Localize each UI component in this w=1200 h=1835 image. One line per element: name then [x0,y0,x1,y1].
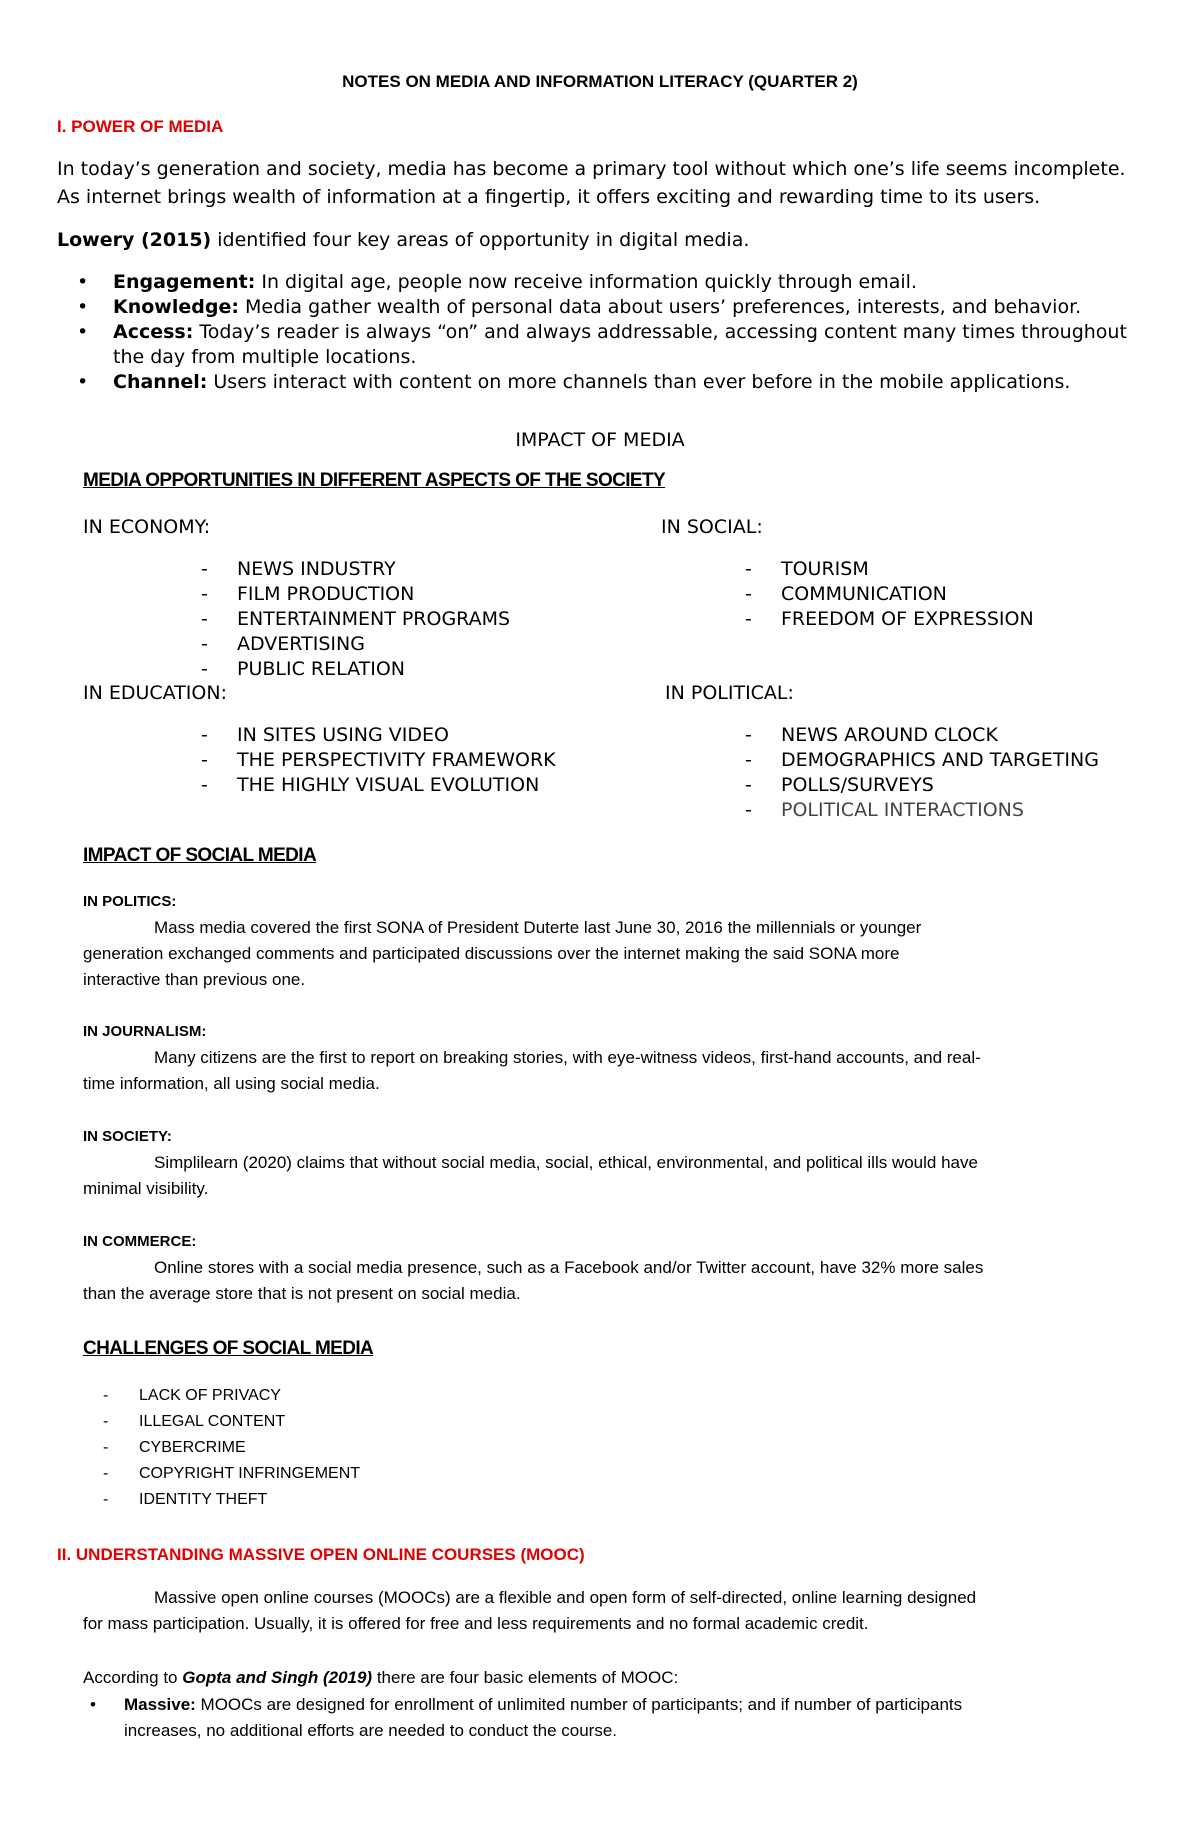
document-title: NOTES ON MEDIA AND INFORMATION LITERACY (QUARTER 2) [342,72,858,91]
bullet-text-continued: the day from multiple locations. [113,346,417,368]
list-item: - FILM PRODUCTION [201,583,415,605]
list-item: - DEMOGRAPHICS AND TARGETING [745,749,1099,771]
list-item: - TOURISM [745,558,869,580]
impact-journalism-label: IN JOURNALISM: [83,1023,207,1040]
list-item: - NEWS AROUND CLOCK [745,724,998,746]
opportunity-list [57,270,1157,395]
list-item: - IN SITES USING VIDEO [201,724,449,746]
lowery-citation: Lowery (2015) [57,229,212,251]
impact-of-media-heading: IMPACT OF MEDIA [515,429,685,451]
lowery-paragraph [57,228,749,253]
bullet-text: In digital age, people now receive information quickly through email. [255,271,917,293]
list-item [57,295,1157,320]
economy-list [201,557,510,682]
impact-commerce-label: IN COMMERCE: [83,1233,197,1250]
impact-of-social-media-heading: IMPACT OF SOCIAL MEDIA [83,845,317,866]
list-item: - ILLEGAL CONTENT [103,1413,286,1430]
challenges-heading: CHALLENGES OF SOCIAL MEDIA [83,1338,374,1359]
political-list [745,723,1099,823]
impact-politics-text: Mass media covered the first SONA of President Duterte last June 30, 2016 the millennials or younger generation exchanged comments and participated discussions over the internet making the said SONA more interactive than previous one. [83,918,922,989]
social-list [745,557,1034,632]
bullet-text: Today’s reader is always “on” and always addressable, accessing content many times throughout [193,321,1127,343]
bullet-text: Media gather wealth of personal data about users’ preferences, interests, and behavior. [238,296,1082,318]
impact-society-text: Simplilearn (2020) claims that without social media, social, ethical, environmental, and political ills would have minimal visibility. [83,1153,978,1198]
list-item [57,270,1157,295]
list-item: - NEWS INDUSTRY [201,558,396,580]
challenges-list [103,1383,360,1513]
political-label: IN POLITICAL: [665,682,794,704]
bullet-icon: • [77,296,89,318]
mooc-elements-list [70,1692,1170,1744]
list-item: - ADVERTISING [201,633,365,655]
lowery-text: identified four key areas of opportunity in digital media. [211,229,750,251]
list-item: - COPYRIGHT INFRINGEMENT [103,1465,361,1482]
intro-line-1: In today’s generation and society, media has become a primary tool without which one’s life seems incomplete. [57,158,1126,180]
intro-line-2: As internet brings wealth of information at a fingertip, it offers exciting and rewarding time to its users. [57,186,1041,208]
bullet-icon: • [90,1695,96,1714]
media-opportunities-heading: MEDIA OPPORTUNITIES IN DIFFERENT ASPECTS OF THE SOCIETY [83,470,666,491]
bullet-term: Knowledge: [113,296,239,318]
list-item [57,320,1157,370]
list-item: - ENTERTAINMENT PROGRAMS [201,608,511,630]
list-item: - THE HIGHLY VISUAL EVOLUTION [201,774,540,796]
mooc-according: According to Gopta and Singh (2019) there are four basic elements of MOOC: [83,1668,679,1687]
list-item: - POLLS/SURVEYS [745,774,934,796]
list-item: - COMMUNICATION [745,583,947,605]
section-heading-mooc: II. UNDERSTANDING MASSIVE OPEN ONLINE COURSES (MOOC) [57,1545,585,1564]
impact-society-label: IN SOCIETY: [83,1128,172,1145]
section-heading-power-of-media: I. POWER OF MEDIA [57,117,224,136]
mooc-citation: Gopta and Singh (2019) [182,1668,373,1687]
economy-label: IN ECONOMY: [83,516,211,538]
social-label: IN SOCIAL: [661,516,763,538]
list-item: • Massive: MOOCs are designed for enrollment of unlimited number of participants; and if number of participants increases, no additional efforts are needed to conduct the course. [70,1692,1170,1744]
mooc-paragraph: Massive open online courses (MOOCs) are a flexible and open form of self-directed, online learning designed for mass participation. Usually, it is offered for free and less requirements and no formal academic credit. [83,1588,977,1633]
bullet-icon: • [77,271,89,293]
list-item: - LACK OF PRIVACY [103,1387,281,1404]
bullet-term: Channel: [113,371,208,393]
list-item: - IDENTITY THEFT [103,1491,268,1508]
education-label: IN EDUCATION: [83,682,227,704]
list-item: - PUBLIC RELATION [201,658,406,680]
education-list [201,723,556,798]
list-item [57,370,1157,395]
impact-commerce-text: Online stores with a social media presence, such as a Facebook and/or Twitter account, have 32% more sales than the average store that is not present on social media. [83,1258,984,1303]
list-item: - THE PERSPECTIVITY FRAMEWORK [201,749,556,771]
list-item: - CYBERCRIME [103,1439,246,1456]
bullet-term: Engagement: [113,271,256,293]
impact-politics-label: IN POLITICS: [83,893,177,910]
list-item: - FREEDOM OF EXPRESSION [745,608,1034,630]
impact-journalism-text: Many citizens are the first to report on breaking stories, with eye-witness videos, first-hand accounts, and real- time information, all using social media. [83,1048,981,1093]
bullet-text: Users interact with content on more channels than ever before in the mobile applications. [207,371,1071,393]
bullet-icon: • [77,371,89,393]
list-item: - POLITICAL INTERACTIONS [745,799,1024,821]
bullet-icon: • [77,321,89,343]
bullet-term: Access: [113,321,194,343]
